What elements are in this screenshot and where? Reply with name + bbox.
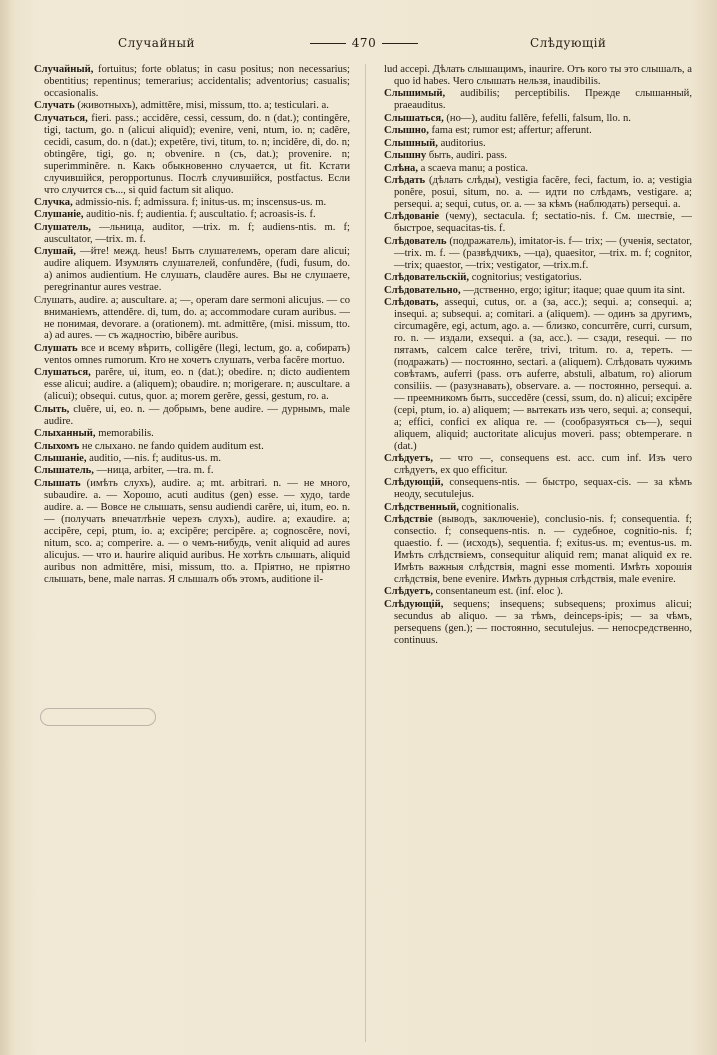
page-header	[0, 36, 717, 58]
header-rule-right	[382, 43, 418, 44]
entry-definition: —ница, arbiter, —tra. m. f.	[93, 465, 214, 477]
entry-headword: Слѣдовать,	[384, 297, 439, 309]
entry-headword: Случайный,	[34, 64, 94, 75]
entry-definition: admissio-nis. f; admissura. f; initus-us. m; inscensus-us. m.	[72, 196, 327, 208]
entry-headword: Слышаться,	[384, 112, 444, 124]
dictionary-entry	[34, 295, 350, 343]
entry-headword: Слышный,	[384, 137, 438, 149]
entry-definition: memorabilis.	[95, 428, 154, 440]
entry-headword: Слушаніе,	[34, 209, 84, 221]
entry-headword: Слѣдовательно,	[384, 284, 461, 296]
dictionary-entry	[384, 138, 692, 150]
entry-headword: Слѣдственный,	[384, 501, 459, 513]
dictionary-entry	[384, 150, 692, 162]
dictionary-entry	[34, 222, 350, 246]
entry-headword: Слѣдовательскій,	[384, 272, 470, 284]
dictionary-entry	[34, 64, 350, 100]
dictionary-entry	[34, 404, 350, 428]
entry-headword: Случаться,	[34, 112, 88, 124]
entry-definition: a scaeva manu; a postica.	[418, 162, 529, 174]
dictionary-entry	[34, 441, 350, 453]
entry-definition: —дственно, ergo; igitur; itaque; quae quum ita sint.	[460, 284, 685, 296]
dictionary-entry	[384, 477, 692, 501]
entry-definition: —льница, auditor, —trix. m. f; audiens-ntis. m. f; auscultator, —trix. m. f.	[44, 221, 350, 245]
entry-headword: Слышатель,	[34, 465, 94, 477]
header-left-catchword: Случайный	[118, 36, 195, 50]
entry-definition: fama est; rumor est; affertur; afferunt.	[428, 125, 592, 137]
entry-definition: (имѣть слухъ), audire. a; mt. arbitrari. n. — не много, subaudire. a. — Хорошо, acuti auditus (gen) esse. — худо, tarde audire. a. — Вовсе не слышать, sensu audiendi carĕre, ui, itum, eo. n. — (получать впечатлѣніе черезъ слухъ), audire. a; exaudire. a; accipĕre, cepi, ptum, io. a; excipĕre; percipĕre. a; cognoscĕre, novi, nitum, sco. a; comperire. a. — о чемъ-нибудь, venit aliquid ad aures alicujus. — что и. haurire aliquid auribus. Не хотѣть слышать, aliquid auribus non admittĕre, misi, missum, tto. a. Пріятно, не пріятно слышать, bene, male narras. Я слышалъ объ этомъ, auditione il-	[44, 477, 350, 585]
entry-headword: Слѣдователь	[384, 235, 447, 247]
entry-definition: consentaneum est. (inf. eloc ).	[433, 586, 564, 598]
entry-definition: —йте! межд. heus! Быть слушателемъ, operam dare alicui; audire aliquem. Изумлять слушателей, confundĕre, (fudi, fusum, do. a) animos audientium. Не слушать, claudĕre aures. Вы не слушаете, peregrinantur aures vestrae.	[44, 246, 350, 294]
entry-headword: Слушаться,	[34, 367, 91, 379]
entry-definition: assequi, cutus, or. a (за, acc.); sequi. a; consequi. a; insequi. a; subsequi. a; comitari. a (aliquem). — одинъ за другимъ, circumagĕre, egi, actum, ago. a. — близко, concurrĕre, curri, cursum, ro. n. — издали, exsequi. a (за, acc.). — сзади, resequi. — по пятамъ, calcem calce terĕre, trivi, tritum. ro. a, тереть. — (подражать) — постоянно, sectari. a (aliquem). Слѣдовать чужимъ совѣтамъ, auferri (pass. отъ auferre, abstuli, albatum, ro) aliorum consiliis. — (разузнавать), observare. a. — постоянно, persequi. a. — преемникомъ быть, succedĕre (cessi, ssum, do. n) alicui; excipĕre (cepi, ptum, io. a) aliquem; — вытекать изъ чего, sequi. a; consequi, a; effici, confici ex aliqua re. — (сообразуяться съ—), sequi aliquem, aliquid; auctoritate alicujus moveri. pass; obtemperare. n (dat.)	[394, 297, 692, 452]
dictionary-entry	[34, 209, 350, 221]
dictionary-entry	[384, 175, 692, 211]
entry-definition: cognitionalis.	[458, 501, 519, 513]
dictionary-entry	[34, 113, 350, 197]
entry-definition: consequens-ntis. — быстро, sequax-cis. — за кѣмъ неоду, secutulejus.	[394, 477, 692, 501]
entry-headword: Слушатель,	[34, 221, 91, 233]
entry-headword: Слушать	[34, 342, 78, 354]
right-column	[384, 64, 692, 1044]
dictionary-entry	[384, 64, 692, 88]
dictionary-entry	[34, 428, 350, 440]
entry-headword: Случка,	[34, 196, 73, 208]
entry-definition: lud accepi. Дѣлать слышащимъ, inaurire. Отъ кого ты это слышалъ, a quo id habes. Чего слышать нельзя, inaudibilis.	[384, 64, 692, 87]
entry-definition: (дѣлать слѣды), vestigia facĕre, feci, factum, io. a; vestigia ponĕre, posui, situm, no. a. — идти по слѣдамъ, vestigare. a; persequi. a; sequi, cutus, or. a. — за кѣмъ (наблюдать) persequi. a.	[394, 175, 692, 210]
dictionary-entry	[384, 599, 692, 647]
entry-headword: Слыть,	[34, 403, 70, 415]
dictionary-entry	[34, 465, 350, 477]
entry-definition: parĕre, ui, itum, eo. n (dat.); obedire. n; dicto audientem esse alicui; audire. a (aliquem); obaudire. n; morigerare. n; auscultare. a (alicui); obsequi. cutus, quor. a; morem gerĕre, gessi, gestum, ro. a.	[44, 367, 350, 403]
dictionary-entry	[34, 453, 350, 465]
header-rule-left	[310, 43, 346, 44]
dictionary-entry	[384, 211, 692, 235]
entry-headword: Слѣдствіе	[384, 514, 433, 526]
pencil-underline-mark	[40, 708, 156, 726]
entry-headword: Слѣдуетъ,	[384, 453, 434, 464]
dictionary-entry	[384, 514, 692, 586]
entry-headword: Слѣдать	[384, 175, 426, 187]
dictionary-entry	[384, 236, 692, 272]
entry-definition: (животныхъ), admittĕre, misi, missum, tto. a; testiculari. a.	[74, 100, 329, 112]
page-number-text: 470	[351, 36, 377, 50]
entry-definition: auditio, —nis. f; auditus-us. m.	[86, 453, 221, 464]
header-right-catchword: Слѣдующій	[530, 36, 607, 50]
entry-headword: Слѣдующій,	[384, 477, 444, 489]
entry-headword: Слышать	[34, 477, 81, 489]
dictionary-entry	[384, 125, 692, 137]
entry-definition: auditorius.	[437, 137, 486, 149]
column-divider	[365, 64, 366, 1042]
entry-definition: (чему), sectacula. f; sectatio-nis. f. См. шествіе, — быстрое, sequacitas-tis. f.	[394, 211, 692, 235]
entry-definition: fieri. pass.; accidĕre, cessi, cessum, do. n (dat.); contingĕre, tigi, tactum, go. n (alicui aliquid); evenire, veni, ntum, io. n; cadĕre, cecidi, casum, do. n (dat.); expetĕre, tivi, titum, to. n; incidĕre, di, do. n; obtingĕre, tigi, go. n; obvenire. n (съ, dat.); provenire. n; superimminĕre. n. Какъ обыкновенно случается, ut fit. Кстати случившійся, peropportunus. Послѣ случившійся, postfactus. Если что случится съ..., si quid factum sit aliquo.	[44, 112, 350, 196]
entry-definition: audibilis; perceptibilis. Прежде слышанный, praeauditus.	[394, 88, 692, 112]
entry-headword: Слышаніе,	[34, 453, 87, 464]
entry-definition: быть, audiri. pass.	[426, 150, 508, 162]
entry-definition: (выводъ, заключеніе), conclusio-nis. f; consequentia. f; consectio. f; consequens-ntis. n. — судебное, cognitio-nis. f; quaestio. f. — (исходъ), sequentia. f; exitus-us. m; eventus-us. m. Имѣть слѣдствіемъ, consequitur aliquid rem; manat aliquid ex re. Имѣть важныя слѣдствія, magni esse momenti. Имѣть хорошія слѣдствія, bene evenire. Имѣть дурныя слѣдствія, male evenire.	[394, 514, 692, 586]
entry-definition: fortuitus; forte oblatus; in casu positus; non necessarius; obentitius; repentinus; temerarius; accidentalis; adventorius; casualis; occasionalis.	[44, 64, 350, 99]
entry-headword: Слушай,	[34, 246, 76, 258]
dictionary-entry	[384, 88, 692, 112]
dictionary-entry	[34, 367, 350, 403]
entry-definition: auditio-nis. f; audientia. f; auscultatio. f; acroasis-is. f.	[83, 209, 316, 221]
entry-definition: не слыхано. ne fando quidem auditum est.	[79, 440, 264, 452]
dictionary-entry	[34, 246, 350, 294]
dictionary-entry	[384, 297, 692, 452]
dictionary-entry	[384, 502, 692, 514]
entry-headword: Слѣна,	[384, 162, 419, 174]
entry-headword: Слышимый,	[384, 88, 446, 100]
entry-headword: Слыханный,	[34, 428, 96, 440]
dictionary-entry	[384, 163, 692, 175]
left-column	[34, 64, 350, 1044]
entry-definition: sequens; insequens; subsequens; proximus alicui; secundus ab aliquo. — за тѣмъ, deinceps-ipis; — за чѣмъ, persequens (gen.); — постоянно, secutulejus. — непосредственно, continuus.	[394, 598, 692, 646]
dictionary-entry	[384, 113, 692, 125]
entry-headword: Случать	[34, 100, 75, 112]
dictionary-entry	[34, 343, 350, 367]
dictionary-entry	[384, 586, 692, 598]
dictionary-entry	[384, 272, 692, 284]
entry-definition: cognitorius; vestigatorius.	[469, 272, 582, 284]
entry-headword: Слѣдуетъ,	[384, 586, 434, 598]
entry-definition: cluĕre, ui, eo. n. — добрымъ, bene audire. — дурнымъ, male audire.	[44, 403, 350, 427]
page-number	[300, 36, 428, 50]
dictionary-entry	[34, 100, 350, 112]
entry-definition: — что —, consequens est. acc. cum inf. Изъ чего слѣдуетъ, ex quo efficitur.	[394, 453, 692, 476]
dictionary-entry	[34, 197, 350, 209]
entry-definition: все и всему вѣрить, colligĕre (llegi, lectum, go. a, собирать) ventos omnes rumorum. Кто не хочетъ слушать, verba facĕre mortuo.	[44, 342, 350, 366]
entry-headword: Слышну	[384, 150, 427, 162]
entry-headword: Слѣдованіе	[384, 211, 440, 223]
dictionary-entry	[384, 285, 692, 297]
entry-definition: (но—), auditu fallĕre, fefelli, falsum, llo. n.	[443, 112, 631, 124]
entry-definition: (подражатель), imitator-is. f— trix; — (ученія, sectator, —trix. m. f. — (развѣдчикъ, —ца), quaesitor, —trix. m. f; cognitor, —trix; quaestor, —trix; vestigator, —trix.m.f.	[394, 235, 692, 271]
entry-headword: Слѣдующій,	[384, 598, 444, 610]
entry-headword: Слыхомъ	[34, 440, 80, 452]
entry-headword: Слышно,	[384, 125, 429, 137]
dictionary-entry	[384, 453, 692, 477]
dictionary-entry	[34, 478, 350, 586]
entry-definition: Слушать, audire. a; auscultare. a; —, operam dare sermoni alicujus. — со вниманіемъ, attendĕre. di, tum, do. a; accommodare curam auribus. — не понимая, devorare. a (orationem). mt. admittĕre, (misi. missum, tto. a) ad aures. — съ жадностію, bibĕre auribus.	[34, 294, 350, 342]
